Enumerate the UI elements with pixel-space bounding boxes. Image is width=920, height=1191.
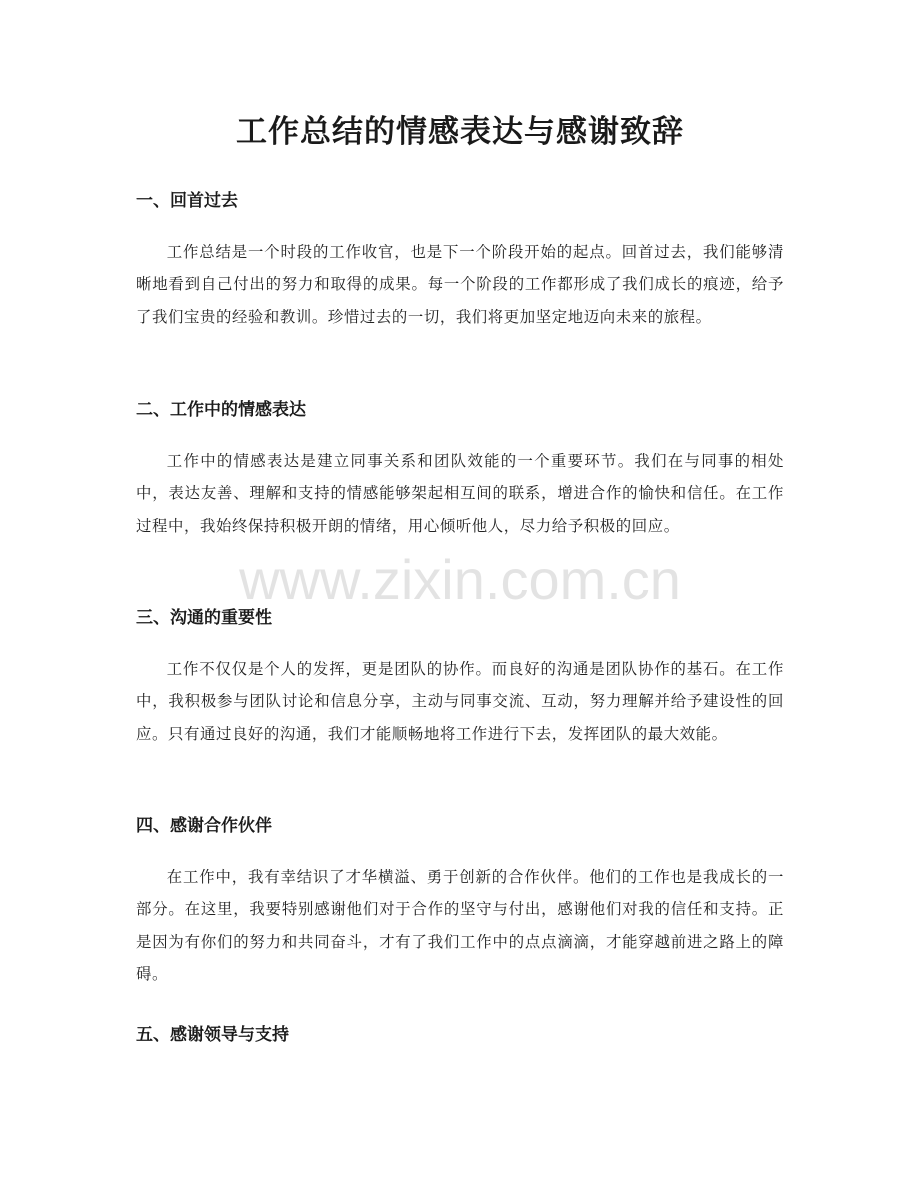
section-heading-5: 五、感谢领导与支持 [136,1025,289,1045]
section-paragraph-4: 在工作中，我有幸结识了才华横溢、勇于创新的合作伙伴。他们的工作也是我成长的一部分。在这里，我要特别感谢他们对于合作的坚守与付出，感谢他们对我的信任和支持。正是因为有你们的努力和共同奋斗，才有了我们工作中的点点滴滴，才能穿越前进之路上的障碍。 [136,868,784,984]
section-paragraph-3: 工作不仅仅是个人的发挥，更是团队的协作。而良好的沟通是团队协作的基石。在工作中，我积极参与团队讨论和信息分享，主动与同事交流、互动，努力理解并给予建设性的回应。只有通过良好的沟通，我们才能顺畅地将工作进行下去，发挥团队的最大效能。 [136,660,784,743]
document-title: 工作总结的情感表达与感谢致辞 [236,114,684,150]
section-heading-4: 四、感谢合作伙伴 [136,816,272,836]
section-paragraph-1: 工作总结是一个时段的工作收官，也是下一个阶段开始的起点。回首过去，我们能够清晰地看到自己付出的努力和取得的成果。每一个阶段的工作都形成了我们成长的痕迹，给予了我们宝贵的经验和教训。珍惜过去的一切，我们将更加坚定地迈向未来的旅程。 [136,243,784,326]
section-heading-1: 一、回首过去 [136,191,238,211]
watermark: www.zixin.com.cn [239,548,681,611]
section-paragraph-2: 工作中的情感表达是建立同事关系和团队效能的一个重要环节。我们在与同事的相处中，表达友善、理解和支持的情感能够架起相互间的联系，增进合作的愉快和信任。在工作过程中，我始终保持积极开朗的情绪，用心倾听他人，尽力给予积极的回应。 [136,452,784,535]
section-heading-3: 三、沟通的重要性 [136,608,272,628]
section-heading-2: 二、工作中的情感表达 [136,400,306,420]
